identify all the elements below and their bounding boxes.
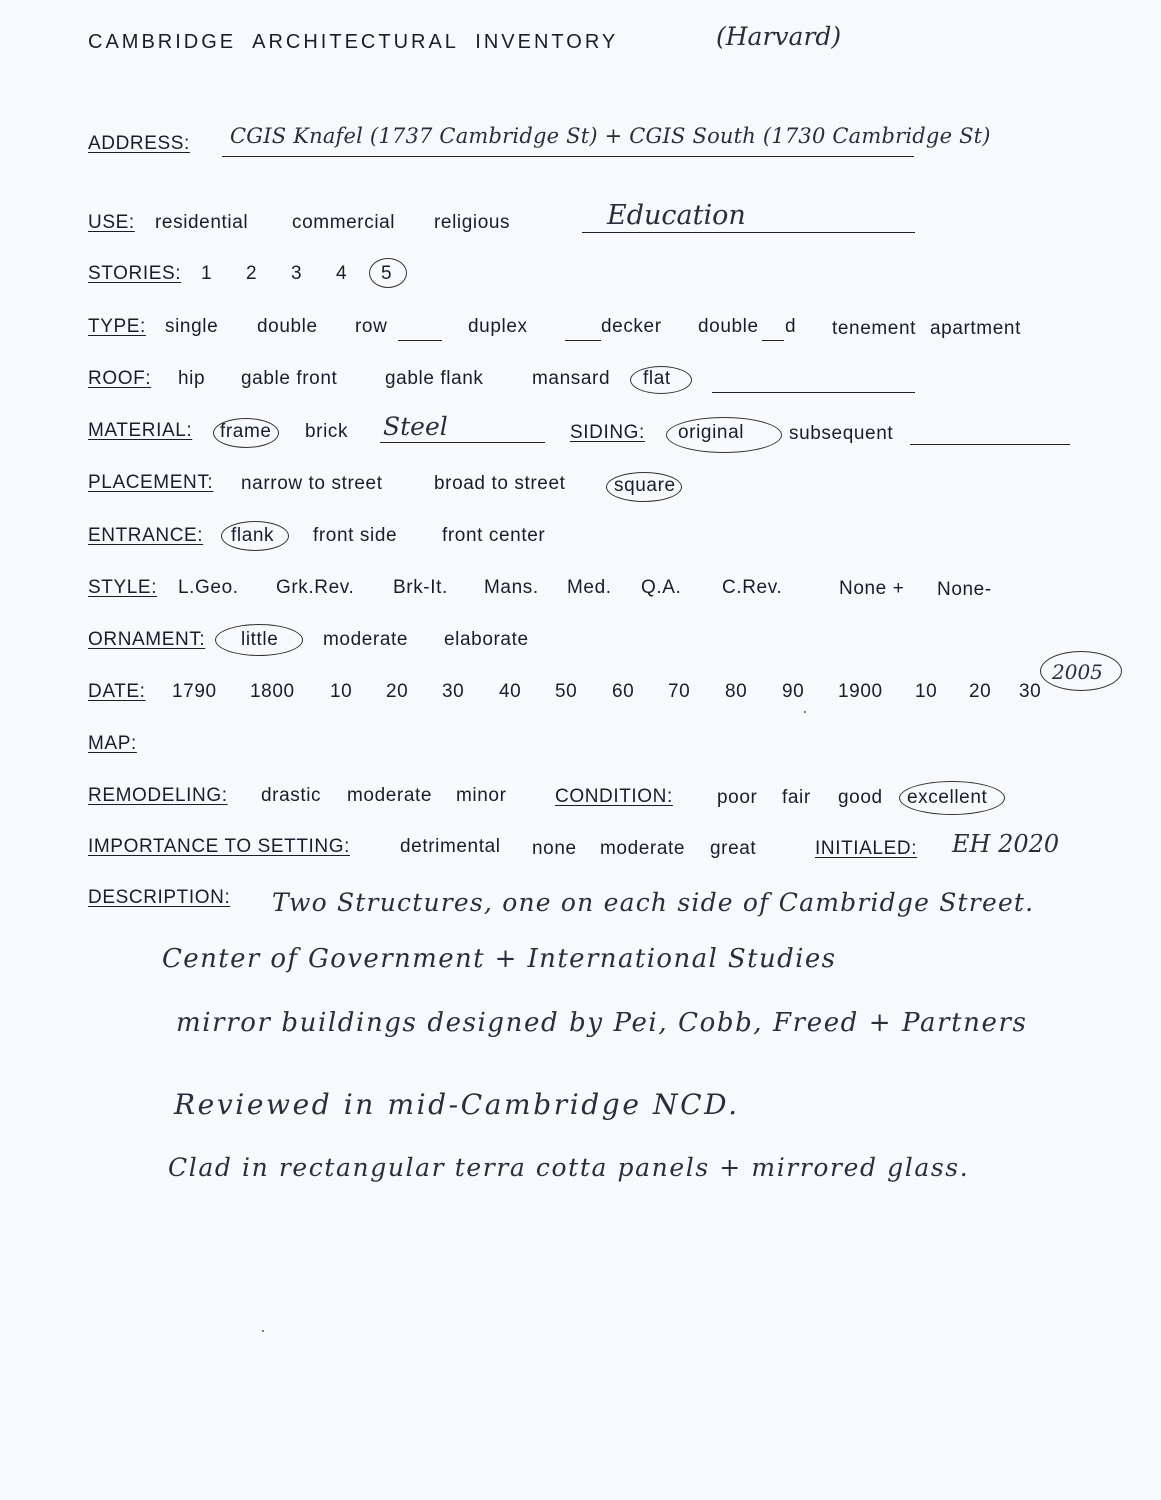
style-option: None + <box>839 578 905 599</box>
condition-option: excellent <box>907 787 988 808</box>
form-title: CAMBRIDGE ARCHITECTURAL INVENTORY <box>88 31 619 53</box>
paper-speck <box>804 711 806 713</box>
roof-option: gable front <box>241 368 338 389</box>
stories-option: 2 <box>246 263 258 284</box>
style-option: None- <box>937 579 992 600</box>
siding-label: SIDING: <box>570 422 645 443</box>
roof-option: gable flank <box>385 368 484 389</box>
placement-option: square <box>614 475 676 496</box>
remodeling-label: REMODELING: <box>88 785 228 806</box>
condition-option: fair <box>782 787 811 808</box>
type-blank-line <box>565 340 601 341</box>
institution-annotation: (Harvard) <box>716 22 842 51</box>
type-option: row <box>355 316 388 337</box>
initialed-label: INITIALED: <box>815 838 918 859</box>
date-option: 20 <box>969 681 992 702</box>
use-option: residential <box>155 212 249 233</box>
date-option: 50 <box>555 681 578 702</box>
address-value: CGIS Knafel (1737 Cambridge St) + CGIS South (1730 Cambridge St) <box>230 124 991 148</box>
remodeling-option: moderate <box>347 785 433 806</box>
style-option: Q.A. <box>641 577 682 598</box>
importance-option: none <box>532 838 577 859</box>
stories-option: 5 <box>381 263 393 284</box>
date-option: 30 <box>1019 681 1042 702</box>
use-option: commercial <box>292 212 396 233</box>
address-label: ADDRESS: <box>88 133 190 154</box>
date-value-circle <box>1040 651 1122 691</box>
condition-option: poor <box>717 787 758 808</box>
type-option: single <box>165 316 219 337</box>
placement-option: narrow to street <box>241 473 383 494</box>
material-option: brick <box>305 421 349 442</box>
type-option: apartment <box>930 318 1021 339</box>
stories-option: 3 <box>291 263 303 284</box>
date-option: 10 <box>330 681 353 702</box>
type-blank-line <box>398 340 442 341</box>
style-option: Grk.Rev. <box>276 577 355 598</box>
stories-option: 4 <box>336 263 348 284</box>
roof-option: hip <box>178 368 206 389</box>
date-option: 1800 <box>250 681 295 702</box>
description-line: mirror buildings designed by Pei, Cobb, Freed + Partners <box>176 1008 1028 1038</box>
entrance-selection-circle <box>221 521 289 551</box>
use-option: religious <box>434 212 511 233</box>
date-option: 80 <box>725 681 748 702</box>
date-option: 1900 <box>838 681 883 702</box>
entrance-option: front center <box>442 525 546 546</box>
date-option: 10 <box>915 681 938 702</box>
date-option: 20 <box>386 681 409 702</box>
type-option: decker <box>601 316 662 337</box>
ornament-option: moderate <box>323 629 409 650</box>
siding-other-line <box>910 444 1070 445</box>
map-label: MAP: <box>88 733 137 754</box>
date-option: 60 <box>612 681 635 702</box>
ornament-selection-circle <box>215 624 303 656</box>
initialed-value: EH 2020 <box>952 830 1060 858</box>
use-label: USE: <box>88 212 135 233</box>
condition-option: good <box>838 787 883 808</box>
condition-label: CONDITION: <box>555 786 673 807</box>
stories-label: STORIES: <box>88 263 182 284</box>
ornament-option: elaborate <box>444 629 529 650</box>
siding-option: original <box>678 422 745 443</box>
remodeling-option: minor <box>456 785 507 806</box>
importance-option: moderate <box>600 838 686 859</box>
placement-label: PLACEMENT: <box>88 472 214 493</box>
importance-option: great <box>710 838 757 859</box>
style-option: Med. <box>567 577 612 598</box>
type-option: duplex <box>468 316 528 337</box>
use-underline <box>582 232 915 233</box>
siding-selection-circle <box>666 417 782 453</box>
address-underline <box>222 156 914 157</box>
type-option: d <box>785 316 797 337</box>
type-option: tenement <box>832 318 917 339</box>
roof-option: mansard <box>532 368 611 389</box>
date-label: DATE: <box>88 681 146 702</box>
description-label: DESCRIPTION: <box>88 887 231 908</box>
importance-label: IMPORTANCE TO SETTING: <box>88 836 350 857</box>
entrance-option: flank <box>231 525 275 546</box>
material-other-line <box>380 442 545 443</box>
roof-other-line <box>712 392 915 393</box>
style-option: L.Geo. <box>178 577 239 598</box>
stories-selection-circle <box>369 258 407 288</box>
ornament-label: ORNAMENT: <box>88 629 206 650</box>
entrance-label: ENTRANCE: <box>88 525 204 546</box>
type-option: double <box>698 316 759 337</box>
description-line: Clad in rectangular terra cotta panels + mirrored glass. <box>168 1153 970 1182</box>
material-label: MATERIAL: <box>88 420 193 441</box>
paper-speck <box>262 1330 264 1332</box>
type-option: double <box>257 316 318 337</box>
description-line: Center of Government + International Studies <box>162 944 837 974</box>
material-selection-circle <box>213 418 279 448</box>
placement-option: broad to street <box>434 473 566 494</box>
style-option: Mans. <box>484 577 539 598</box>
roof-label: ROOF: <box>88 368 152 389</box>
placement-selection-circle <box>606 472 682 502</box>
type-blank-line <box>762 340 784 341</box>
date-option: 1790 <box>172 681 217 702</box>
description-line: Two Structures, one on each side of Cambridge Street. <box>272 888 1035 917</box>
roof-selection-circle <box>630 366 692 394</box>
description-line: Reviewed in mid-Cambridge NCD. <box>174 1088 740 1121</box>
date-option: 30 <box>442 681 465 702</box>
use-value: Education <box>607 200 746 231</box>
material-option: frame <box>220 421 272 442</box>
entrance-option: front side <box>313 525 398 546</box>
condition-selection-circle <box>899 781 1005 815</box>
style-label: STYLE: <box>88 577 158 598</box>
remodeling-option: drastic <box>261 785 322 806</box>
ornament-option: little <box>241 629 279 650</box>
date-option: 40 <box>499 681 522 702</box>
roof-option: flat <box>643 368 671 389</box>
siding-option: subsequent <box>789 423 894 444</box>
importance-option: detrimental <box>400 836 501 857</box>
date-option: 70 <box>668 681 691 702</box>
type-label: TYPE: <box>88 316 146 337</box>
date-option: 90 <box>782 681 805 702</box>
date-value: 2005 <box>1052 660 1103 684</box>
style-option: Brk-It. <box>393 577 448 598</box>
stories-option: 1 <box>201 263 213 284</box>
style-option: C.Rev. <box>722 577 783 598</box>
material-value: Steel <box>383 412 448 441</box>
